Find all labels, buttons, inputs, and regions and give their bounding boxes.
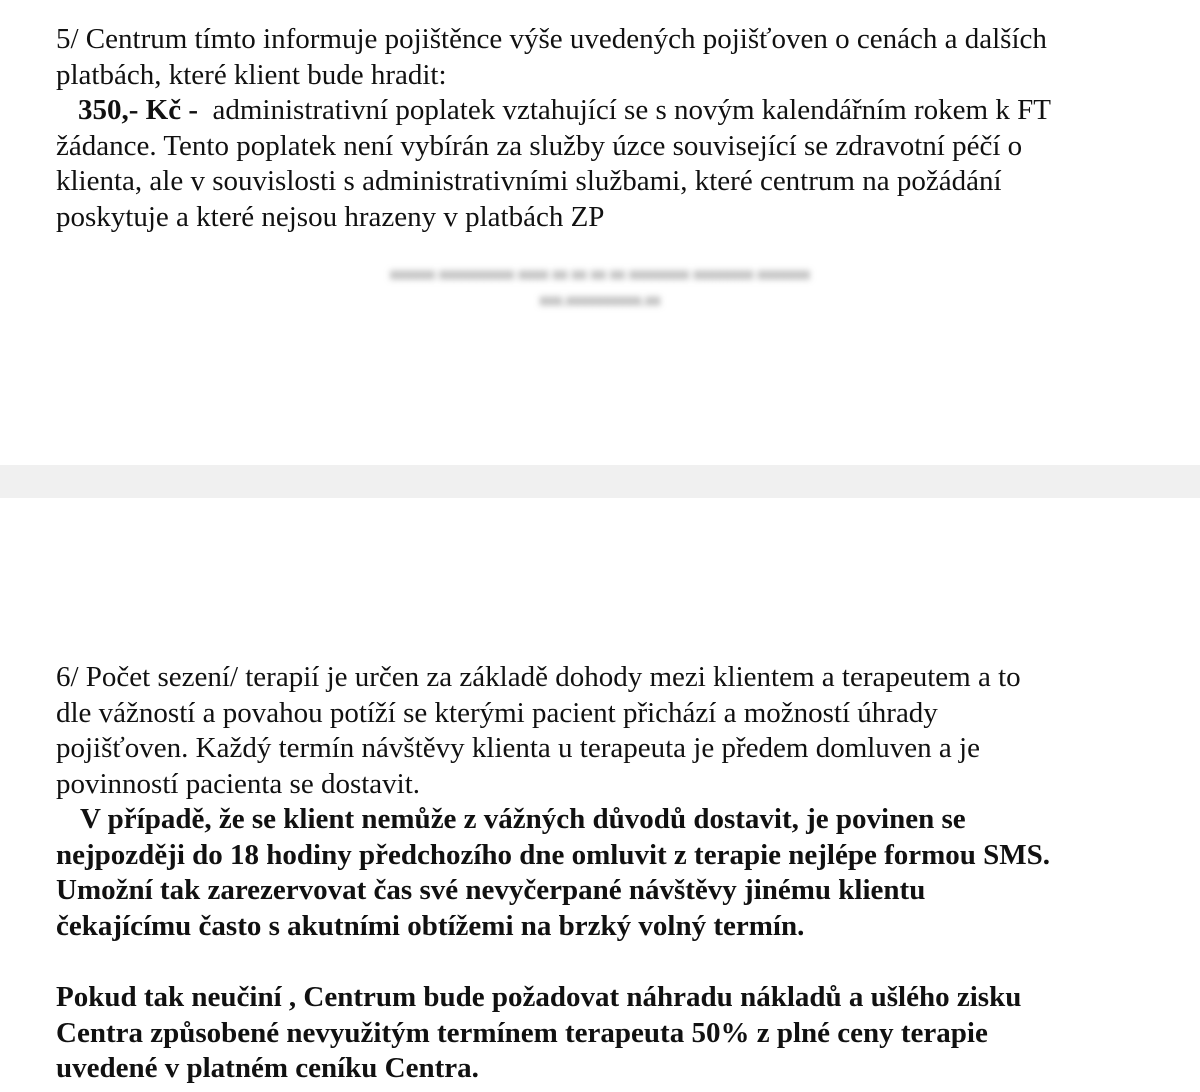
fee-line-3: klienta, ale v souvislosti s administrativními službami, které centrum na požádání	[56, 165, 1002, 197]
section-5-paragraph	[56, 22, 1166, 235]
section-6-line-3: pojišťoven. Každý termín návštěvy klienta u terapeuta je předem domluven a je	[56, 732, 980, 764]
blurred-footer-line-2: xxx.xxxxxxxxxx.xx	[539, 292, 661, 309]
penalty-line-2: Centra způsobené nevyužitým termínem terapeuta 50% z plné ceny terapie	[56, 1016, 988, 1049]
penalty-paragraph	[56, 980, 1166, 1087]
section-5-line-1: 5/ Centrum tímto informuje pojištěnce výše uvedených pojišťoven o cenách a dalších	[56, 23, 1047, 55]
blurred-page-footer	[0, 262, 1200, 314]
cancellation-rule-paragraph	[56, 802, 1166, 944]
cancellation-line-2: nejpozději do 18 hodiny předchozího dne omluvit z terapie nejlépe formou SMS.	[56, 838, 1051, 871]
penalty-line-3: uvedené v platném ceníku Centra.	[56, 1052, 479, 1084]
section-6-paragraph	[56, 660, 1166, 802]
cancellation-line-4: čekajícímu často s akutními obtížemi na brzký volný termín.	[56, 909, 805, 942]
cancellation-line-1: V případě, že se klient nemůže z vážných důvodů dostavit, je povinen se	[80, 803, 966, 835]
page-separator	[0, 465, 1200, 498]
blurred-footer-line-1: xxxxxx xxxxxxxxxx xxxx xx xx xx xx xxxxxxxx xxxxxxxx xxxxxxx	[389, 266, 810, 283]
section-6-line-1: 6/ Počet sezení/ terapií je určen za základě dohody mezi klientem a terapeutem a to	[56, 661, 1021, 693]
fee-line-4: poskytuje a které nejsou hrazeny v platbách ZP	[56, 200, 605, 233]
fee-line-1	[56, 93, 1166, 129]
section-5-line-2: platbách, které klient bude hradit:	[56, 58, 447, 91]
document-page-1	[0, 0, 1200, 465]
fee-description-start: administrativní poplatek vztahující se s novým kalendářním rokem k FT	[212, 94, 1051, 126]
fee-line-2: žádance. Tento poplatek není vybírán za služby úzce související se zdravotní péčí o	[56, 129, 1023, 162]
penalty-line-1: Pokud tak neučiní , Centrum bude požadovat náhradu nákladů a ušlého zisku	[56, 981, 1022, 1013]
section-6-line-2: dle vážností a povahou potíží se kterými pacient přichází a možností úhrady	[56, 696, 938, 729]
section-6-line-4: povinností pacienta se dostavit.	[56, 767, 421, 800]
fee-amount: 350,- Kč -	[78, 94, 198, 126]
cancellation-line-3: Umožní tak zarezervovat čas své nevyčerpané návštěvy jinému klientu	[56, 874, 926, 906]
